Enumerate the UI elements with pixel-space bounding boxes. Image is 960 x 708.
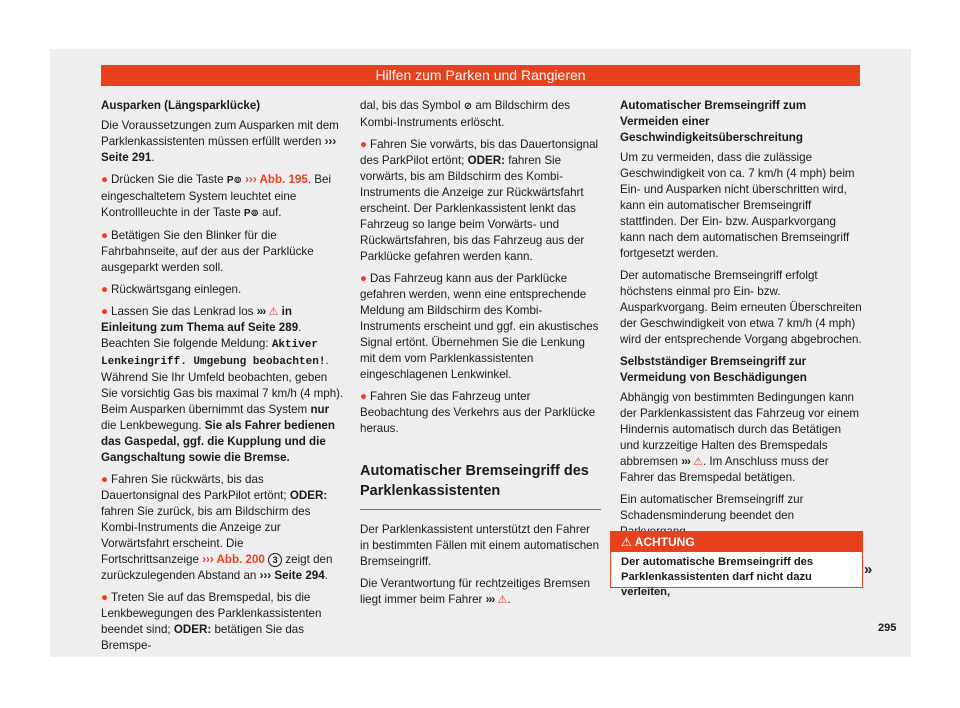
section-subheading: Selbstständiger Bremseingriff zur Vermeidung von Beschädigungen xyxy=(620,355,807,384)
list-item: ● Rückwärtsgang einlegen. xyxy=(101,283,242,296)
arrow-reference-icon: ››› xyxy=(681,455,690,468)
bullet-icon: ● xyxy=(101,305,109,318)
bullet-icon: ● xyxy=(101,229,109,242)
bullet-icon: ● xyxy=(101,591,109,604)
paragraph: Der automatische Bremseingriff erfolgt höchstens einmal pro Ein- bzw. Ausparkvorgang. Beim erneuten Überschreiten der Geschwindigkeit von etwa 7 km/h (4 mph) wird der entsprechende Vorgang abgebrochen. xyxy=(620,269,862,346)
list-item: ● Drücken Sie die Taste P⊚ ››› Abb. 195. Bei eingeschaltetem System leuchtet eine Kontrollleuchte in der Taste P⊚ auf. xyxy=(101,173,332,219)
paragraph: Die Voraussetzungen zum Ausparken mit dem Parklenkassistenten müssen erfüllt werden ››› Seite 291. xyxy=(101,119,339,164)
paragraph: Abhängig von bestimmten Bedingungen kann der Parklenkassistent das Fahrzeug vor einem Hindernis automatisch durch das Betätigen und kurzzeitige Halten des Bremspedals abbremsen ››› ⚠. Im Anschluss muss der Fahrer das Bremspedal betätigen. xyxy=(620,391,860,484)
list-item: ● Betätigen Sie den Blinker für die Fahrbahnseite, auf der aus der Parklücke ausgeparkt werden soll. xyxy=(101,229,314,274)
bullet-icon: ● xyxy=(101,473,109,486)
paragraph: Der Parklenkassistent unterstützt den Fahrer in bestimmten Fällen mit einem automatischen Bremseingriff. xyxy=(360,523,600,568)
page-reference-link[interactable]: ››› Seite 294 xyxy=(259,569,325,582)
steering-symbol-icon: ⊘ xyxy=(463,101,473,112)
warning-icon[interactable]: ⚠ xyxy=(497,594,508,606)
park-assist-icon: P⊚ xyxy=(243,208,259,219)
column-1 xyxy=(101,98,344,660)
section-subheading: Ausparken (Längsparklücke) xyxy=(101,99,261,112)
paragraph: dal, bis das Symbol ⊘ am Bildschirm des Kombi-Instruments erlöscht. xyxy=(360,99,571,129)
bullet-icon: ● xyxy=(360,138,368,151)
arrow-reference-icon: ››› xyxy=(256,305,266,318)
list-item: ● Das Fahrzeug kann aus der Parklücke gefahren werden, wenn eine entsprechende Meldung am Bildschirm des Kombi-Instruments erscheint und ggf. ein akustisches Signal ertönt. Übernehmen Sie die Lenkung mit dem vom Parklenkassistenten eingeschlagenen Lenkwinkel. xyxy=(360,272,599,381)
warning-icon[interactable]: ⚠ xyxy=(693,456,703,468)
list-item: ● Fahren Sie rückwärts, bis das Dauertonsignal des ParkPilot ertönt; ODER: fahren Sie zurück, bis am Bildschirm des Kombi-Instruments die Anzeige zur Vorwärtsfahrt erscheint. Die Fortschrittsanzeige ››› Abb. 200 3 zeigt den zurückzulegenden Abstand an ››› Seite 294. xyxy=(101,473,333,582)
callout-number: 3 xyxy=(268,553,282,567)
warning-icon: ⚠ xyxy=(268,306,279,318)
display-message: Aktiver Lenkeingriff. Umgebung beobachten! xyxy=(101,339,326,368)
bullet-icon: ● xyxy=(360,272,368,285)
column-2 xyxy=(360,98,601,614)
bullet-icon: ● xyxy=(101,283,109,296)
warning-box xyxy=(610,531,863,598)
paragraph: Ein automatischer Bremseingriff zur Schadensminderung beendet den xyxy=(620,493,804,522)
section-heading: Automatischer Bremseingriff des Parklenkassistenten xyxy=(360,449,601,510)
column-3 xyxy=(620,98,862,546)
paragraph: Die Verantwortung für rechtzeitiges Bremsen liegt immer beim Fahrer ››› ⚠. xyxy=(360,577,591,606)
warning-box-header: ⚠ ACHTUNG xyxy=(611,532,862,552)
section-reference-link[interactable]: in Einleitung zum Thema auf Seite 289 xyxy=(101,305,299,334)
chapter-header: Hilfen zum Parken und Rangieren xyxy=(101,65,860,86)
bullet-icon: ● xyxy=(360,390,368,403)
list-item: ● Lassen Sie das Lenkrad los ››› ⚠ in Einleitung zum Thema auf Seite 289. Beachten Sie folgende Meldung: Aktiver Lenkeingriff. Umgebung beobachten!. Während Sie Ihr Umfeld beobachten, geben Sie vorsichtig Gas bis maximal 7 km/h (4 mph). Beim Ausparken übernimmt das System nur die Lenkbewegung. Sie als Fahrer bedienen das Gaspedal, ggf. die Kupplung und die Gangschaltung sowie die Bremse. xyxy=(101,305,344,464)
list-item: ● Fahren Sie vorwärts, bis das Dauertonsignal des ParkPilot ertönt; ODER: fahren Sie vorwärts, bis am Bildschirm des Kombi-Instruments die Anzeige zur Rückwärtsfahrt erscheint. Der Parklenkassistent lenkt das Fahrzeug so lange beim Vorwärts- und Rückwärtsfahren, bis das Fahrzeug aus der Parklücke gefahren werden kann. xyxy=(360,138,599,263)
page-number: 295 xyxy=(878,622,897,634)
warning-box-text: Der automatische Bremseingriff des Parklenkassistenten darf nicht dazu verleiten, xyxy=(621,556,814,598)
figure-reference-link[interactable]: ››› Abb. 200 xyxy=(202,553,265,566)
figure-reference-link[interactable]: ››› Abb. 195 xyxy=(245,173,308,186)
paragraph: Um zu vermeiden, dass die zulässige Geschwindigkeit von ca. 7 km/h (4 mph) beim Ein- und Ausparken nicht überschritten wird, kann ein automatischer Bremseingriff stattfinden. Der Ein- bzw. Ausparkvorgang kann nach dem automatischen Bremseingriff fortgesetzt werden. xyxy=(620,151,855,260)
continued-marker: » xyxy=(864,561,873,578)
list-item: ● Fahren Sie das Fahrzeug unter Beobachtung des Verkehrs aus der Parklücke heraus. xyxy=(360,390,596,435)
park-assist-icon: P⊚ xyxy=(226,175,242,186)
warning-triangle-icon: ⚠ xyxy=(621,535,632,549)
bullet-icon: ● xyxy=(101,173,109,186)
list-item: ● Treten Sie auf das Bremspedal, bis die Lenkbewegungen des Parklenkassistenten beendet sind; ODER: betätigen Sie das Bremspe- xyxy=(101,591,322,652)
page-reference-link[interactable]: ››› Seite 291 xyxy=(101,135,337,164)
section-subheading: Automatischer Bremseingriff zum Vermeiden einer Geschwindigkeitsüberschreitung xyxy=(620,99,807,144)
arrow-reference-icon: ››› xyxy=(485,593,495,606)
